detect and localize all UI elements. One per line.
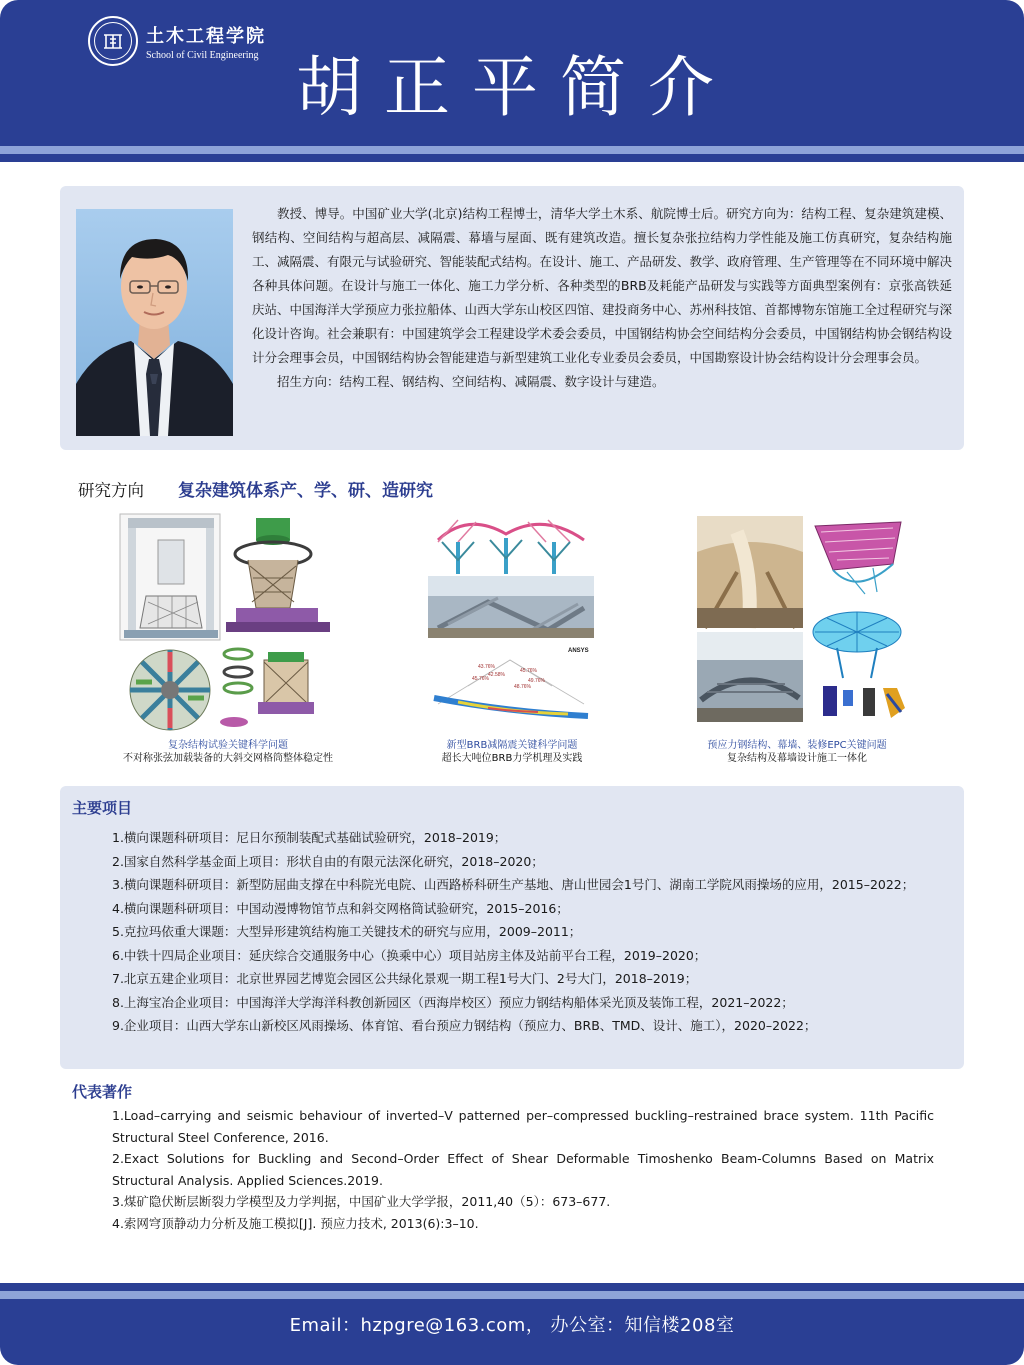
school-logo (88, 16, 266, 66)
header-stripe-light (0, 146, 1024, 154)
annot-4: 45.76% (520, 668, 537, 674)
research-caption-2 (362, 739, 662, 765)
project-item: 5.克拉玛依重大课题：大型异形建筑结构施工关键技术的研究与应用，2009–2011； (112, 924, 582, 939)
research-caption-3-desc: 复杂结构及幕墙设计施工一体化 (727, 753, 867, 764)
contact-info: Email：hzpgre@163.com， 办公室：知信楼208室 (289, 1315, 735, 1336)
publication-item: 3.煤矿隐伏断层断裂力学模型及力学判据，中国矿业大学学报，2011,40（5）：673–677. (112, 1194, 611, 1209)
research-topic: 复杂建筑体系产、学、研、造研究 (178, 481, 433, 501)
project-item: 2.国家自然科学基金面上项目：形状自由的有限元法深化研究，2018–2020； (112, 853, 544, 869)
school-seal-icon (88, 16, 138, 66)
research-caption-2-title: 新型BRB减隔震关键科学问题 (446, 740, 578, 751)
bio-text (252, 202, 952, 394)
research-header (78, 476, 433, 501)
bio-paragraph-2: 招生方向：结构工程、钢结构、空间结构、减隔震、数字设计与建造。 (277, 374, 665, 389)
annot-6: 48.76% (514, 684, 531, 690)
research-figure-1 (118, 512, 338, 734)
research-caption-1-desc: 不对称张弦加载装备的大斜交网格筒整体稳定性 (123, 753, 333, 764)
research-caption-1-title: 复杂结构试验关键科学问题 (168, 740, 288, 751)
research-caption-3-title: 预应力钢结构、幕墙、装修EPC关键问题 (707, 740, 887, 751)
annot-5: 49.76% (528, 678, 545, 684)
header-stripe-dark (0, 154, 1024, 162)
research-figure-3 (697, 512, 911, 722)
footer-stripe-dark (0, 1283, 1024, 1291)
annot-2: 45.76% (472, 676, 489, 682)
annot-3: 42.58% (488, 672, 505, 678)
project-item: 9.企业项目：山西大学东山新校区风雨操场、体育馆、看台预应力钢结构（预应力、BRB、TMD、设计、施工），2020–2022； (112, 1018, 817, 1033)
annot-1: 43.76% (478, 664, 495, 670)
footer-stripe-light (0, 1291, 1024, 1299)
research-caption-2-desc: 超长大吨位BRB力学机理及实践 (441, 753, 583, 764)
project-item: 1.横向课题科研项目：尼日尔预制装配式基础试验研究，2018–2019； (112, 830, 507, 845)
project-item: 8.上海宝冶企业项目：中国海洋大学海洋科教创新园区（西海岸校区）预应力钢结构船体采光顶及装饰工程，2021–2022； (112, 994, 794, 1010)
publications-list (112, 1105, 934, 1234)
bio-paragraph-1: 教授、博导。中国矿业大学(北京)结构工程博士，清华大学土木系、航院博士后。研究方向为：结构工程、复杂建筑建模、钢结构、空间结构与超高层、减隔震、幕墙与屋面、既有建筑改造。擅长复杂张拉结构力学性能及施工仿真研究，复杂结构施工、减隔震、有限元与试验研究、智能装配式结构。在设计、施工、产品研发、教学、政府管理、生产管理等在不同环境中解决各种具体问题。在设计与施工一体化、施工力学分析、各种类型的BRB及耗能产品研发与实践等方面典型案例有：京张高铁延庆站、中国海洋大学预应力张拉船体、山西大学东山校区四馆、建投商务中心、苏州科技馆、首都博物东馆施工全过程研究与深化设计咨询。社会兼职有：中国建筑学会工程建设学术委会委员，中国钢结构协会空间结构分会委员，中国钢结构协会钢结构设计分会理事会员，中国钢结构协会智能建造与新型建筑工业化专业委员会委员，中国勘察设计协会结构设计分会理事会员。 (252, 206, 953, 365)
publication-item: 2.Exact Solutions for Buckling and Second–Order Effect of Shear Deformable Timoshenko Beam‐Columns Based on Matrix Structural Analysis. Applied Sciences.2019. (112, 1151, 934, 1188)
research-caption-3 (647, 739, 947, 765)
publication-item: 1.Load–carrying and seismic behaviour of inverted–V patterned per–compressed buckling–restrained brace system. 11th Pacific Structural Steel Conference, 2016. (112, 1108, 934, 1145)
research-caption-1 (78, 739, 378, 765)
research-label: 研究方向 (78, 481, 144, 500)
project-item: 4.横向课题科研项目：中国动漫博物馆节点和斜交网格筒试验研究，2015–2016； (112, 900, 569, 916)
publication-item: 4.索网穹顶静动力分析及施工模拟[J]. 预应力技术, 2013(6):3–10. (112, 1215, 479, 1231)
projects-heading: 主要项目 (72, 799, 133, 817)
project-item: 6.中铁十四局企业项目：延庆综合交通服务中心（换乘中心）项目站房主体及站前平台工程，2019–2020； (112, 947, 707, 963)
school-name-en: School of Civil Engineering (146, 49, 259, 61)
publications-heading: 代表著作 (72, 1083, 133, 1101)
school-name-cn: 土木工程学院 (146, 25, 266, 47)
ansys-label: ANSYS (568, 648, 589, 654)
project-item: 3.横向课题科研项目：新型防屈曲支撑在中科院光电院、山西路桥科研生产基地、唐山世园会1号门、湖南工学院风雨操场的应用，2015–2022； (112, 877, 915, 892)
projects-list (112, 826, 942, 1038)
project-item: 7.北京五建企业项目：北京世界园艺博览会园区公共绿化景观一期工程1号大门、2号大门，2018–2019； (112, 971, 698, 986)
research-figure-2 (428, 512, 594, 726)
page-title: 胡正平简介 (296, 49, 736, 126)
portrait-photo (76, 209, 233, 436)
